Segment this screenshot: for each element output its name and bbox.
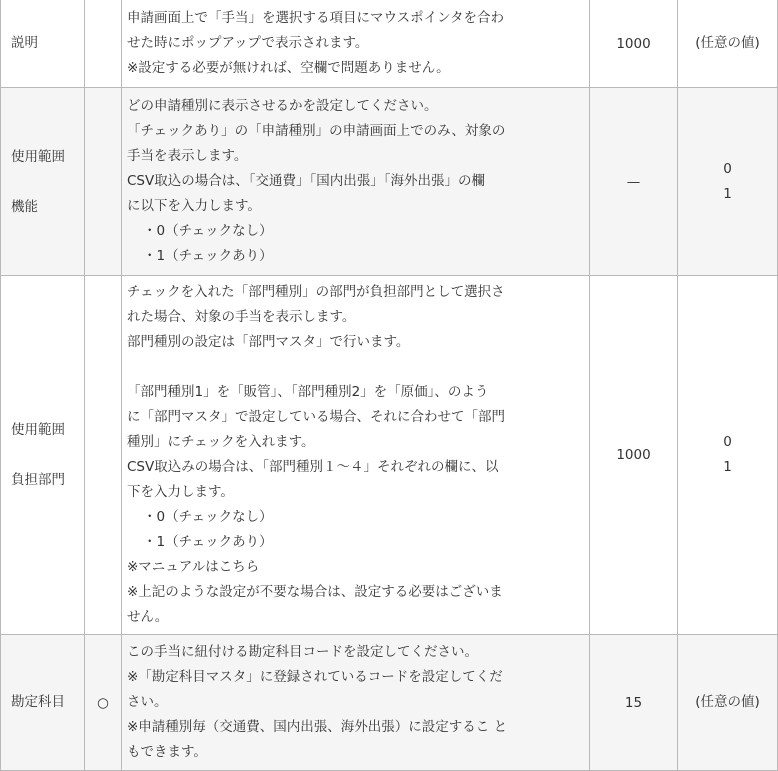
item-name-cell [1,276,85,635]
length-cell [590,635,678,771]
description-line: 「部門種別1」を「販管」、「部門種別2」を「原価」、のよう [127,384,489,400]
description-line: さい。 [127,694,168,710]
length-cell [590,88,678,276]
description-line: ・0（チェックなし） [143,509,273,525]
max-length: 1000 [616,447,651,463]
description-line: ・1（チェックあり） [143,534,273,550]
description-line: れた場合、対象の手当を表示します。 [127,309,356,325]
table-row-usage-function [1,88,778,276]
length-cell [590,276,678,635]
description-blank-line [127,355,585,380]
value-text: 1 [723,459,732,475]
description-line: ・0（チェックなし） [143,223,273,239]
required-cell [85,276,122,635]
required-cell [85,88,122,276]
description-line: 申請画面上で「手当」を選択する項目にマウスポインタを合わ [127,10,505,26]
item-name-cell [1,88,85,276]
manual-link[interactable]: ※マニュアルはこちら [127,559,260,575]
max-length: 15 [624,694,643,711]
item-name: 使用範囲 [11,422,65,438]
table-row-usage-department [1,276,778,635]
values-cell [678,276,778,635]
description-line: 「チェックあり」の「申請種別」の申請画面上でのみ、対象の [127,123,506,139]
required-cell [85,635,122,771]
value-text: 1 [723,185,732,202]
description-line: 種別」にチェックを入れます。 [127,434,315,450]
table-row-account [1,635,778,771]
description-line: もできます。 [127,744,207,760]
description-line: ※設定する必要が無ければ、空欄で問題ありません。 [127,60,450,76]
description-line: 手当を表示します。 [127,148,248,164]
value-text: 0 [723,434,732,450]
description-line: ※「勘定科目マスタ」に登録されているコードを設定してくだ [127,669,503,685]
item-name: 機能 [11,198,38,215]
required-cell [85,0,122,88]
values-cell [678,635,778,771]
value-text: (任意の値) [695,694,760,710]
description-cell [122,88,590,276]
description-cell [122,635,590,771]
max-length: — [626,173,641,190]
item-name: 勘定科目 [11,694,65,710]
length-cell [590,0,678,88]
values-cell [678,88,778,276]
values-cell [678,0,778,88]
item-name: 負担部門 [11,472,65,488]
max-length: 1000 [616,35,651,52]
item-name-cell [1,0,85,88]
description-cell [122,276,590,635]
required-mark: ○ [97,694,109,711]
description-line: チェックを入れた「部門種別」の部門が負担部門として選択さ [127,284,505,300]
description-line: せた時にポップアップで表示されます。 [127,35,369,51]
item-name-cell [1,635,85,771]
description-line: この手当に紐付ける勘定科目コードを設定してください。 [127,644,478,660]
value-text: (任意の値) [695,35,760,51]
description-line: せん。 [127,609,169,625]
description-line: ※上記のような設定が不要な場合は、設定する必要はございま [127,584,503,600]
description-line: 部門種別の設定は「部門マスタ」で行います。 [127,334,410,350]
description-line: ・1（チェックあり） [143,248,273,264]
description-line: に以下を入力します。 [127,198,261,214]
description-line: CSV取込の場合は、「交通費」「国内出張」「海外出張」の欄 [127,173,485,189]
description-line: に「部門マスタ」で設定している場合、それに合わせて「部門 [127,409,505,425]
description-line: ※申請種別毎（交通費、国内出張、海外出張）に設定するこ と [127,719,508,735]
item-name: 説明 [11,35,38,51]
description-cell [122,0,590,88]
item-name: 使用範囲 [11,148,65,165]
table-row-description [1,0,778,88]
value-text: 0 [723,160,732,177]
description-line: 下を入力します。 [127,484,234,500]
description-line: CSV取込みの場合は、「部門種別１～４」それぞれの欄に、以 [127,459,499,475]
description-line: どの申請種別に表示させるかを設定してください。 [127,98,438,114]
